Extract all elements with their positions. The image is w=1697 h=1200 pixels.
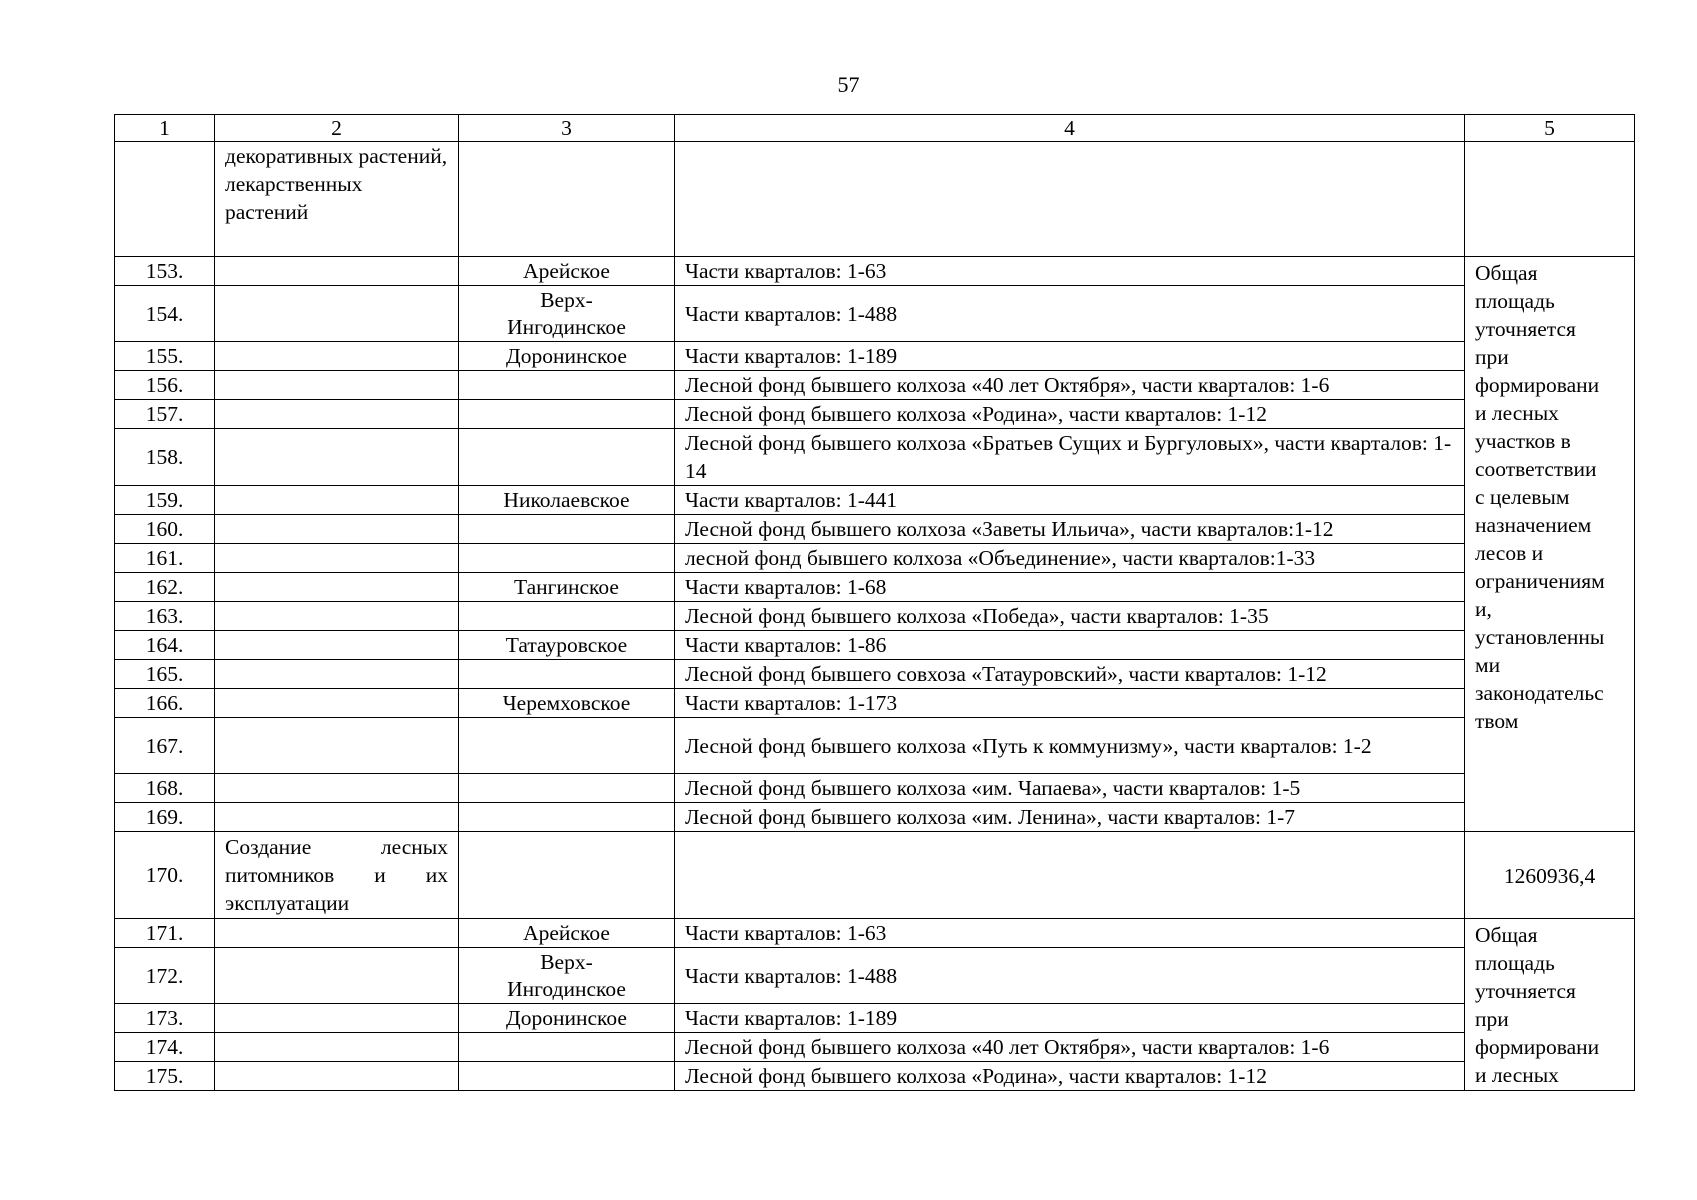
forestry-cell: Арейское (459, 919, 675, 948)
area-note-line: Общая (1475, 261, 1538, 285)
area-note-line: законодательс (1475, 681, 1604, 705)
column-header: 2 (215, 115, 459, 142)
forestry-cell (459, 515, 675, 544)
row-number-cell: 163. (115, 602, 215, 631)
table-row (115, 774, 1635, 803)
area-note-line: и лесных (1475, 1063, 1559, 1087)
row-number-cell (115, 142, 215, 257)
description-cell: Части кварталов: 1-173 (675, 689, 1465, 718)
description-cell: Части кварталов: 1-189 (675, 1004, 1465, 1033)
purpose-cell (215, 660, 459, 689)
description-cell: Лесной фонд бывшего колхоза «40 лет Октября», части кварталов: 1-6 (675, 371, 1465, 400)
purpose-cell (215, 257, 459, 286)
purpose-cell (215, 342, 459, 371)
purpose-cell (215, 689, 459, 718)
area-note-line: ми (1475, 653, 1501, 677)
forestry-cell (459, 400, 675, 429)
purpose-line: питомников и их (225, 863, 448, 887)
row-number-cell: 173. (115, 1004, 215, 1033)
forestry-cell (459, 660, 675, 689)
row-number-cell: 159. (115, 486, 215, 515)
purpose-cell (215, 1062, 459, 1091)
table-row (115, 429, 1635, 486)
description-cell: Части кварталов: 1-189 (675, 342, 1465, 371)
table-row (115, 919, 1635, 948)
row-number-cell: 175. (115, 1062, 215, 1091)
description-cell: Лесной фонд бывшего колхоза «Братьев Сущих и Бургуловых», части кварталов: 1-14 (675, 429, 1465, 486)
table-row (115, 573, 1635, 602)
area-cell (1465, 142, 1635, 257)
description-cell: Лесной фонд бывшего колхоза «Родина», части кварталов: 1-12 (675, 400, 1465, 429)
forestry-cell: Доронинское (459, 1004, 675, 1033)
row-number-cell: 154. (115, 286, 215, 342)
continuation-row (115, 142, 1635, 257)
description-cell: Части кварталов: 1-63 (675, 257, 1465, 286)
table-row (115, 718, 1635, 774)
forestry-cell (459, 142, 675, 257)
table-row (115, 286, 1635, 342)
forestry-cell: Николаевское (459, 486, 675, 515)
purpose-cell (215, 371, 459, 400)
row-number-cell: 158. (115, 429, 215, 486)
description-cell: Лесной фонд бывшего колхоза «Родина», части кварталов: 1-12 (675, 1062, 1465, 1091)
purpose-cell (215, 919, 459, 948)
row-number-cell: 161. (115, 544, 215, 573)
area-note-cell (1465, 257, 1635, 832)
area-cell: 1260936,4 (1465, 832, 1635, 919)
forestry-cell (459, 774, 675, 803)
table-row (115, 342, 1635, 371)
description-cell: Части кварталов: 1-488 (675, 286, 1465, 342)
purpose-cell (215, 1033, 459, 1062)
purpose-cell (215, 486, 459, 515)
area-note-line: уточняется (1475, 979, 1576, 1003)
forestry-cell (459, 1062, 675, 1091)
table-row (115, 832, 1635, 919)
forestry-cell (459, 371, 675, 400)
description-cell: Лесной фонд бывшего колхоза «им. Чапаева», части кварталов: 1-5 (675, 774, 1465, 803)
table-row (115, 1062, 1635, 1091)
description-cell: Части кварталов: 1-86 (675, 631, 1465, 660)
purpose-line: эксплуатации (225, 891, 350, 915)
description-cell: лесной фонд бывшего колхоза «Объединение», части кварталов:1-33 (675, 544, 1465, 573)
area-note-line: и лесных (1475, 401, 1559, 425)
area-note-line: с целевым (1475, 485, 1570, 509)
table-row (115, 948, 1635, 1004)
area-note-line: и, (1475, 597, 1492, 621)
forestry-cell: Верх- Ингодинское (459, 286, 675, 342)
forestry-cell (459, 1033, 675, 1062)
forestry-cell: Черемховское (459, 689, 675, 718)
row-number-cell: 172. (115, 948, 215, 1004)
description-cell: Лесной фонд бывшего колхоза «им. Ленина», части кварталов: 1-7 (675, 803, 1465, 832)
forestry-cell: Верх- Ингодинское (459, 948, 675, 1004)
area-note-line: лесов и (1475, 541, 1544, 565)
table-row (115, 1033, 1635, 1062)
purpose-cell (215, 544, 459, 573)
purpose-cell (215, 286, 459, 342)
table-row (115, 1004, 1635, 1033)
description-cell (675, 832, 1465, 919)
area-note-line: твом (1475, 709, 1519, 733)
description-cell: Лесной фонд бывшего колхоза «Заветы Ильича», части кварталов:1-12 (675, 515, 1465, 544)
purpose-cell (215, 515, 459, 544)
table-row (115, 400, 1635, 429)
forestry-cell (459, 832, 675, 919)
forestry-cell (459, 718, 675, 774)
column-header: 5 (1465, 115, 1635, 142)
column-header: 1 (115, 115, 215, 142)
purpose-line: Создание лесных (225, 835, 448, 859)
forestry-cell: Татауровское (459, 631, 675, 660)
forestry-cell: Арейское (459, 257, 675, 286)
area-note-line: формировани (1475, 1035, 1600, 1059)
row-number-cell: 174. (115, 1033, 215, 1062)
row-number-cell: 162. (115, 573, 215, 602)
description-cell: Лесной фонд бывшего колхоза «Путь к коммунизму», части кварталов: 1-2 (675, 718, 1465, 774)
purpose-cell (215, 602, 459, 631)
area-note-line: Общая (1475, 923, 1538, 947)
row-number-cell: 166. (115, 689, 215, 718)
area-note-line: участков в (1475, 429, 1571, 453)
purpose-cell (215, 1004, 459, 1033)
description-cell: Части кварталов: 1-63 (675, 919, 1465, 948)
forestry-cell (459, 602, 675, 631)
area-note-line: ограничениям (1475, 569, 1605, 593)
forestry-cell (459, 429, 675, 486)
forestry-cell (459, 803, 675, 832)
description-cell (675, 142, 1465, 257)
area-note-line: при (1475, 345, 1509, 369)
row-number-cell: 164. (115, 631, 215, 660)
purpose-cell: декоративных растений, лекарственных растений (215, 142, 459, 257)
forestry-cell: Доронинское (459, 342, 675, 371)
description-cell: Лесной фонд бывшего совхоза «Татауровский», части кварталов: 1-12 (675, 660, 1465, 689)
table-row (115, 257, 1635, 286)
description-cell: Лесной фонд бывшего колхоза «40 лет Октября», части кварталов: 1-6 (675, 1033, 1465, 1062)
table-row (115, 544, 1635, 573)
area-note-line: площадь (1475, 289, 1555, 313)
row-number-cell: 157. (115, 400, 215, 429)
area-note-line: уточняется (1475, 317, 1576, 341)
row-number-cell: 153. (115, 257, 215, 286)
column-number-row (115, 115, 1635, 142)
forest-areas-table (114, 114, 1635, 1091)
area-note-line: при (1475, 1007, 1509, 1031)
description-cell: Части кварталов: 1-68 (675, 573, 1465, 602)
row-number-cell: 160. (115, 515, 215, 544)
area-note-line: площадь (1475, 951, 1555, 975)
area-note-line: формировани (1475, 373, 1600, 397)
row-number-cell: 165. (115, 660, 215, 689)
purpose-cell (215, 400, 459, 429)
table-row (115, 515, 1635, 544)
page-number: 57 (837, 72, 860, 97)
row-number-cell: 168. (115, 774, 215, 803)
table-row (115, 631, 1635, 660)
purpose-cell (215, 803, 459, 832)
table-row (115, 371, 1635, 400)
row-number-cell: 169. (115, 803, 215, 832)
table-row (115, 803, 1635, 832)
purpose-cell (215, 948, 459, 1004)
forestry-cell: Тангинское (459, 573, 675, 602)
column-header: 4 (675, 115, 1465, 142)
purpose-cell (215, 631, 459, 660)
table-row (115, 689, 1635, 718)
row-number-cell: 171. (115, 919, 215, 948)
description-cell: Лесной фонд бывшего колхоза «Победа», части кварталов: 1-35 (675, 602, 1465, 631)
description-cell: Части кварталов: 1-488 (675, 948, 1465, 1004)
table-row (115, 660, 1635, 689)
row-number-cell: 170. (115, 832, 215, 919)
purpose-cell (215, 429, 459, 486)
purpose-cell (215, 718, 459, 774)
purpose-cell (215, 774, 459, 803)
area-note-cell (1465, 919, 1635, 1091)
table-row (115, 486, 1635, 515)
description-cell: Части кварталов: 1-441 (675, 486, 1465, 515)
area-note-line: соответствии (1475, 457, 1597, 481)
row-number-cell: 167. (115, 718, 215, 774)
row-number-cell: 156. (115, 371, 215, 400)
purpose-cell (215, 573, 459, 602)
forestry-cell (459, 544, 675, 573)
area-note-line: установленны (1475, 625, 1605, 649)
table-row (115, 602, 1635, 631)
column-header: 3 (459, 115, 675, 142)
purpose-cell (215, 832, 459, 919)
row-number-cell: 155. (115, 342, 215, 371)
area-note-line: назначением (1475, 513, 1592, 537)
